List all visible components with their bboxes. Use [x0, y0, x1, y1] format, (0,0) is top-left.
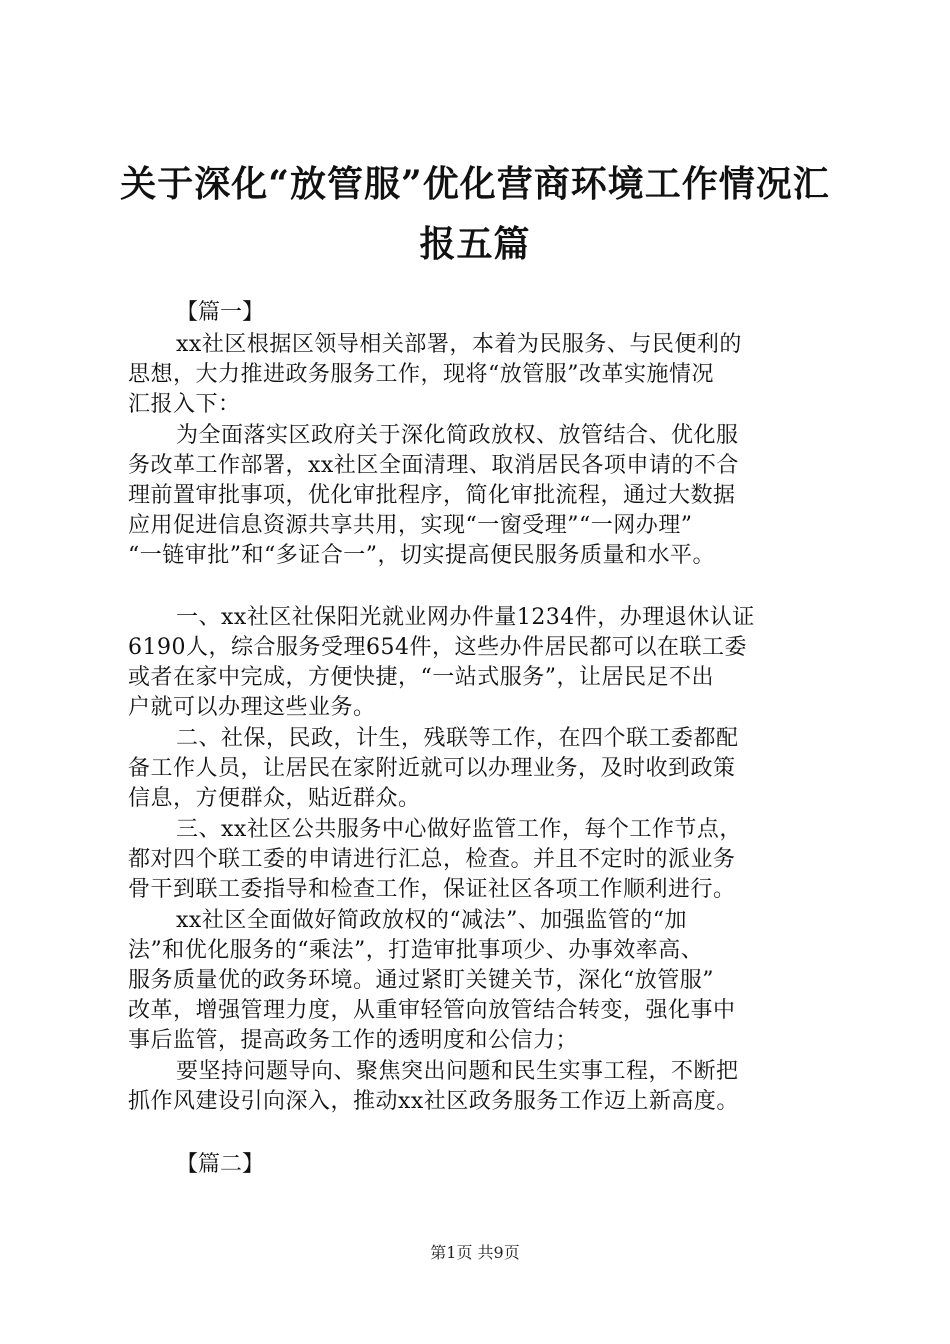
paragraph-line: “一链审批”和“多证合一”，切实提高便民服务质量和水平。 [128, 543, 715, 568]
paragraph-line: 理前置审批事项，优化审批程序，简化审批流程，通过大数据 [128, 483, 736, 508]
paragraph-line: 汇报入下： [128, 392, 241, 417]
paragraph-line: xx社区全面做好简政放权的“减法”、加强监管的“加 [176, 908, 688, 933]
paragraph-line: 要坚持问题导向、聚焦突出问题和民生实事工程，不断把 [176, 1059, 739, 1084]
paragraph-line: 务改革工作部署，xx社区全面清理、取消居民各项申请的不合 [128, 453, 739, 478]
paragraph-line: 改革，增强管理力度，从重审轻管向放管结合转变，强化事中 [128, 998, 736, 1023]
paragraph-line: 服务质量优的政务环境。通过紧盯关键关节，深化“放管服” [128, 968, 714, 993]
paragraph-line: 应用促进信息资源共享共用，实现“一窗受理”“一网办理” [128, 513, 693, 538]
section-heading-2: 【篇二】 [176, 1152, 265, 1177]
document-title-line-2: 报五篇 [419, 223, 531, 265]
paragraph-line: 6190人，综合服务受理654件，这些办件居民都可以在联工委 [128, 635, 747, 660]
paragraph-line: 抓作风建设引向深入，推动xx社区政务服务工作迈上新高度。 [128, 1089, 739, 1114]
paragraph-line: 备工作人员，让居民在家附近就可以办理业务，及时收到政策 [128, 756, 736, 781]
paragraph-line: 或者在家中完成，方便快捷，“一站式服务”，让居民足不出 [128, 665, 714, 690]
paragraph-line: 事后监管，提高政务工作的透明度和公信力； [128, 1028, 579, 1053]
paragraph-line: 二、社保，民政，计生，残联等工作，在四个联工委都配 [176, 726, 739, 751]
paragraph-line: 户就可以办理这些业务。 [128, 695, 376, 720]
paragraph-line: 思想，大力推进政务服务工作，现将“放管服”改革实施情况 [128, 362, 714, 387]
paragraph-line: 为全面落实区政府关于深化简政放权、放管结合、优化服 [176, 423, 739, 448]
paragraph-line: 都对四个联工委的申请进行汇总，检查。并且不定时的派业务 [128, 847, 736, 872]
paragraph-line: 信息，方便群众，贴近群众。 [128, 786, 421, 811]
paragraph-line: xx社区根据区领导相关部署，本着为民服务、与民便利的 [176, 332, 742, 357]
paragraph-line: 一、xx社区社保阳光就业网办件量1234件，办理退休认证 [176, 605, 755, 630]
paragraph-line: 骨干到联工委指导和检查工作，保证社区各项工作顺利进行。 [128, 877, 736, 902]
document-title-line-1: 关于深化“放管服”优化营商环境工作情况汇 [120, 163, 830, 205]
paragraph-line: 三、xx社区公共服务中心做好监管工作，每个工作节点， [176, 817, 742, 842]
paragraph-line: 法”和优化服务的“乘法”，打造审批事项少、办事效率高、 [128, 938, 704, 963]
page-footer: 第1页 共9页 [430, 1243, 520, 1262]
section-heading-1: 【篇一】 [176, 300, 265, 325]
